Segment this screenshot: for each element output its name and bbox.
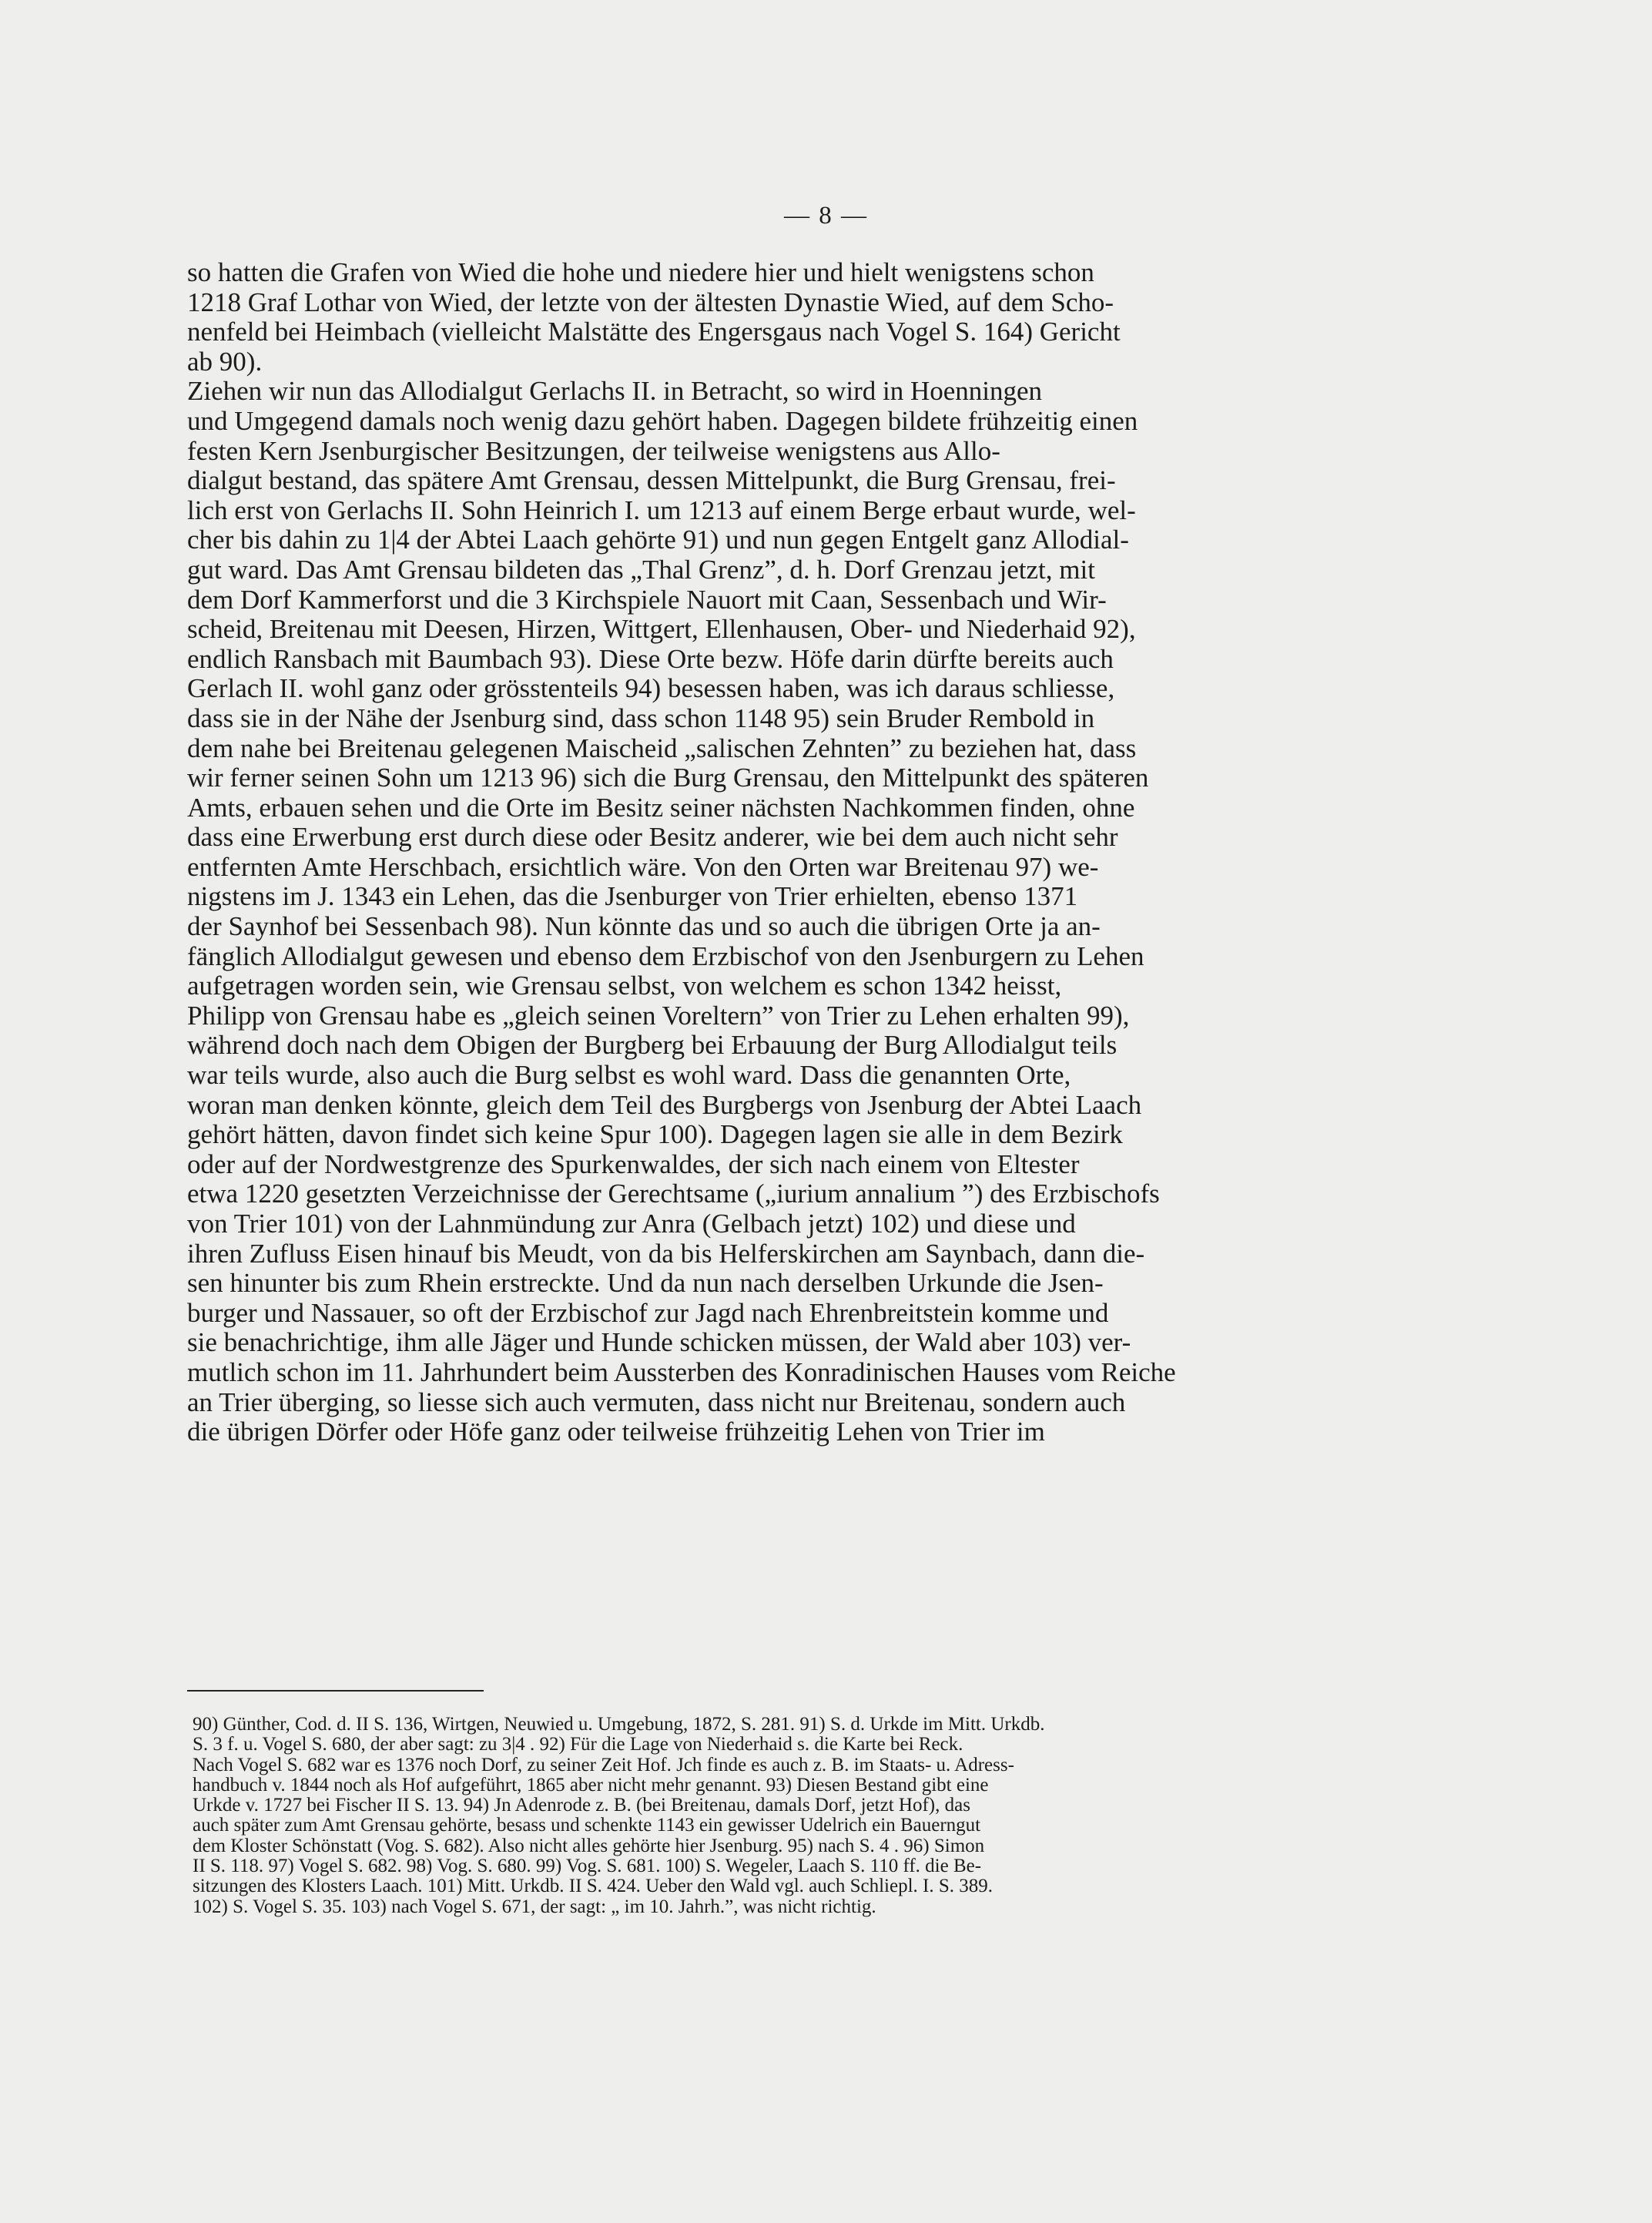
text-line: lich erst von Gerlachs II. Sohn Heinrich I. um 1213 auf einem Berge erbaut wurde, wel-: [187, 495, 1136, 525]
text-line: mutlich schon im 11. Jahrhundert beim Aussterben des Konradinischen Hauses vom Reiche: [187, 1356, 1176, 1387]
text-line: gehört hätten, davon findet sich keine Spur 100). Dagegen lagen sie alle in dem Bezirk: [187, 1119, 1123, 1150]
text-line: sie benachrichtige, ihm alle Jäger und Hunde schicken müssen, der Wald aber 103) ver-: [187, 1327, 1131, 1358]
footnotes: [193, 1715, 1521, 1917]
footnote-line: dem Kloster Schönstatt (Vog. S. 682). Also nicht alles gehörte hier Jsenburg. 95) nach S. 4 . 96) Simon: [193, 1835, 985, 1856]
text-line: gut ward. Das Amt Grensau bildeten das „Thal Grenz”, d. h. Dorf Grenzau jetzt, mit: [187, 554, 1095, 585]
footnote-line: 102) S. Vogel S. 35. 103) nach Vogel S. 671, der sagt: „ im 10. Jahrh.”, was nicht richtig.: [193, 1896, 876, 1917]
text-line: entfernten Amte Herschbach, ersichtlich wäre. Von den Orten war Breitenau 97) we-: [187, 851, 1099, 882]
text-line: burger und Nassauer, so oft der Erzbischof zur Jagd nach Ehrenbreitstein komme und: [187, 1297, 1109, 1328]
footnote-line: Nach Vogel S. 682 war es 1376 noch Dorf, zu seiner Zeit Hof. Jch finde es auch z. B. im Staats- u. Adress-: [193, 1754, 1014, 1775]
text-line: wir ferner seinen Sohn um 1213 96) sich die Burg Grensau, den Mittelpunkt des späteren: [187, 763, 1149, 793]
footnote-line: sitzungen des Klosters Laach. 101) Mitt. Urkdb. II S. 424. Ueber den Wald vgl. auch Schliepl. I. S. 389.: [193, 1876, 994, 1897]
text-line: ihren Zufluss Eisen hinauf bis Meudt, von da bis Helferskirchen am Saynbach, dann die-: [187, 1238, 1145, 1269]
footnote-line: S. 3 f. u. Vogel S. 680, der aber sagt: zu 3|4 . 92) Für die Lage von Niederhaid s. die Karte bei Reck.: [193, 1734, 963, 1755]
footnote-line: handbuch v. 1844 noch als Hof aufgeführt, 1865 aber nicht mehr genannt. 93) Diesen Bestand gibt eine: [193, 1774, 989, 1796]
text-line: Philipp von Grensau habe es „gleich seinen Voreltern” von Trier zu Lehen erhalten 99),: [187, 1000, 1130, 1031]
text-line: an Trier überging, so liesse sich auch vermuten, dass nicht nur Breitenau, sondern auch: [187, 1386, 1126, 1417]
text-line: woran man denken könnte, gleich dem Teil des Burgbergs von Jsenburg der Abtei Laach: [187, 1089, 1142, 1120]
text-line: festen Kern Jsenburgischer Besitzungen, der teilweise wenigstens aus Allo-: [187, 435, 1000, 466]
text-line: während doch nach dem Obigen der Burgberg bei Erbauung der Burg Allodialgut teils: [187, 1030, 1118, 1061]
text-line: die übrigen Dörfer oder Höfe ganz oder teilweise frühzeitig Lehen von Trier im: [187, 1417, 1045, 1447]
footnote-line: 90) Günther, Cod. d. II S. 136, Wirtgen, Neuwied u. Umgebung, 1872, S. 281. 91) S. d. Urkde im Mitt. Urkdb.: [193, 1714, 1045, 1735]
page-number: — 8 —: [784, 202, 868, 230]
text-line: der Saynhof bei Sessenbach 98). Nun könnte das und so auch die übrigen Orte ja an-: [187, 911, 1101, 942]
text-line: aufgetragen worden sein, wie Grensau selbst, von welchem es schon 1342 heisst,: [187, 971, 1062, 1001]
main-text: [187, 258, 1520, 1447]
text-line: Gerlach II. wohl ganz oder grösstenteils 94) besessen haben, was ich daraus schliesse,: [187, 673, 1115, 704]
text-line: endlich Ransbach mit Baumbach 93). Diese Orte bezw. Höfe darin dürfte bereits auch: [187, 643, 1114, 674]
text-line: nenfeld bei Heimbach (vielleicht Malstätte des Engersgaus nach Vogel S. 164) Gericht: [187, 317, 1121, 347]
text-line: dem Dorf Kammerforst und die 3 Kirchspiele Nauort mit Caan, Sessenbach und Wir-: [187, 584, 1107, 615]
text-line: und Umgegend damals noch wenig dazu gehört haben. Dagegen bildete frühzeitig einen: [187, 405, 1138, 436]
text-line: scheid, Breitenau mit Deesen, Hirzen, Wittgert, Ellenhausen, Ober- und Niederhaid 92),: [187, 614, 1136, 645]
footnote-divider: [187, 1690, 484, 1692]
text-line: dass eine Erwerbung erst durch diese oder Besitz anderer, wie bei dem auch nicht sehr: [187, 822, 1118, 853]
text-line: war teils wurde, also auch die Burg selbst es wohl ward. Dass die genannten Orte,: [187, 1060, 1071, 1091]
text-line: dem nahe bei Breitenau gelegenen Maischeid „salischen Zehnten” zu beziehen hat, dass: [187, 733, 1137, 763]
footnote-line: Urkde v. 1727 bei Fischer II S. 13. 94) Jn Adenrode z. B. (bei Breitenau, damals Dorf, jetzt Hof), das: [193, 1795, 970, 1816]
text-line: von Trier 101) von der Lahnmündung zur Anra (Gelbach jetzt) 102) und diese und: [187, 1209, 1076, 1239]
text-line: ab 90).: [187, 346, 263, 377]
text-line: nigstens im J. 1343 ein Lehen, das die Jsenburger von Trier erhielten, ebenso 1371: [187, 881, 1078, 912]
text-line: 1218 Graf Lothar von Wied, der letzte von der ältesten Dynastie Wied, auf dem Scho-: [187, 287, 1114, 317]
text-line: fänglich Allodialgut gewesen und ebenso dem Erzbischof von den Jsenburgern zu Lehen: [187, 940, 1144, 971]
text-line: cher bis dahin zu 1|4 der Abtei Laach gehörte 91) und nun gegen Entgelt ganz Allodial-: [187, 525, 1129, 555]
text-line: oder auf der Nordwestgrenze des Spurkenwaldes, der sich nach einem von Eltester: [187, 1148, 1080, 1179]
text-line: so hatten die Grafen von Wied die hohe und niedere hier und hielt wenigstens schon: [187, 257, 1094, 287]
text-line: Amts, erbauen sehen und die Orte im Besitz seiner nächsten Nachkommen finden, ohne: [187, 792, 1135, 823]
text-line: dialgut bestand, das spätere Amt Grensau, dessen Mittelpunkt, die Burg Grensau, frei-: [187, 465, 1116, 496]
footnote-line: II S. 118. 97) Vogel S. 682. 98) Vog. S. 680. 99) Vog. S. 681. 100) S. Wegeler, Laach S. 110 ff. die Be-: [193, 1856, 982, 1877]
text-line: sen hinunter bis zum Rhein erstreckte. Und da nun nach derselben Urkunde die Jsen-: [187, 1268, 1104, 1299]
footnote-line: auch später zum Amt Grensau gehörte, besass und schenkte 1143 ein gewisser Udelrich ein Bauerngut: [193, 1815, 981, 1836]
text-line: etwa 1220 gesetzten Verzeichnisse der Gerechtsame („iurium annalium ”) des Erzbischofs: [187, 1179, 1160, 1209]
text-line: Ziehen wir nun das Allodialgut Gerlachs II. in Betracht, so wird in Hoenningen: [187, 376, 1043, 407]
text-line: dass sie in der Nähe der Jsenburg sind, dass schon 1148 95) sein Bruder Rembold in: [187, 702, 1095, 733]
